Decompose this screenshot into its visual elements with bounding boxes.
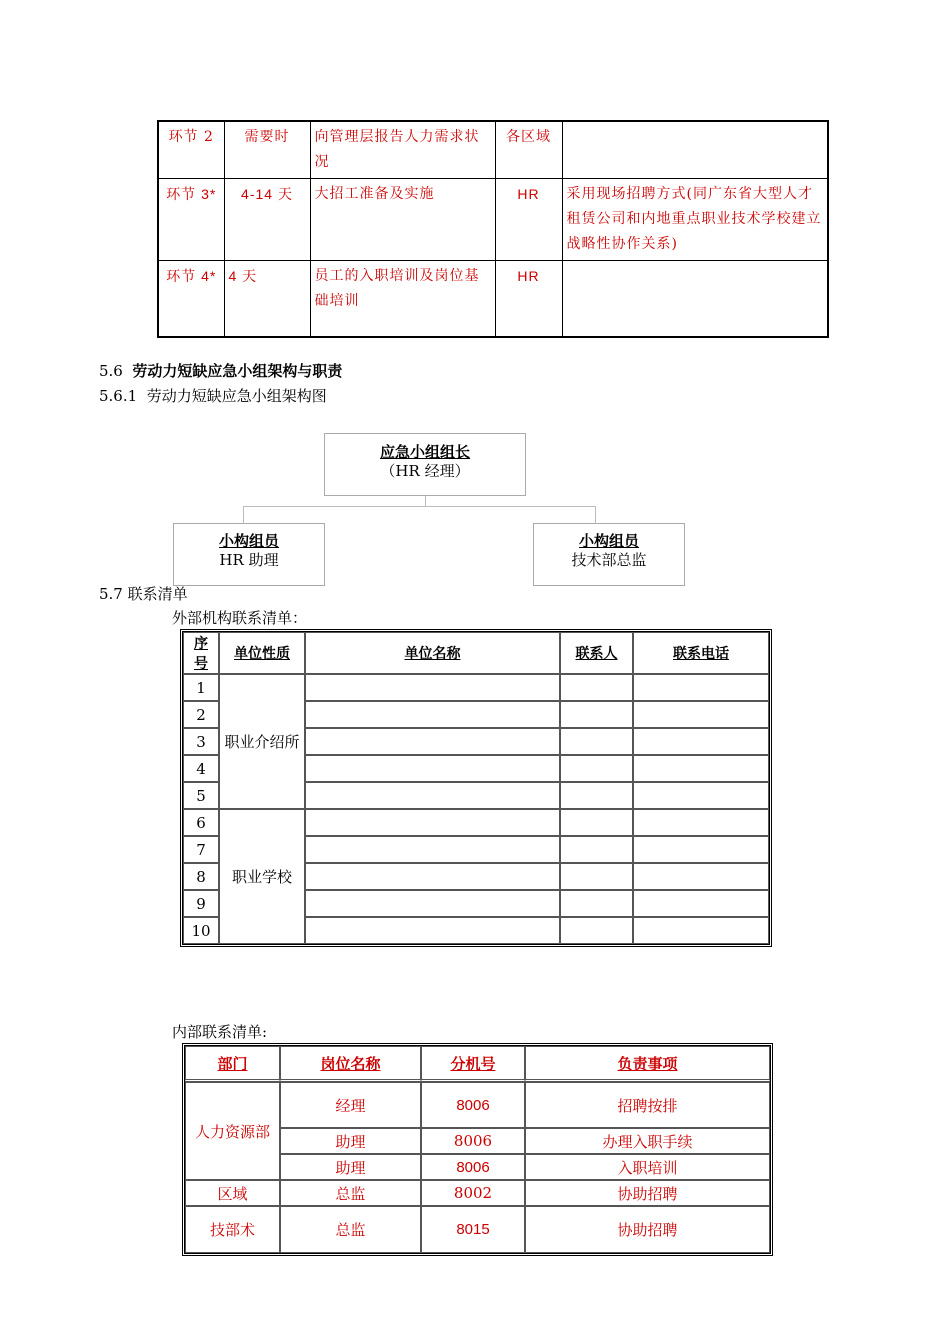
duty-cell: 办理入职手续 (525, 1128, 770, 1154)
connector-line (243, 506, 244, 523)
number-cell: 9 (183, 890, 219, 917)
header-cell: 序号 (183, 632, 219, 674)
task-cell: 向管理层报告人力需求状况 (310, 121, 495, 179)
dept-cell: 区域 (185, 1180, 280, 1206)
name-cell (305, 917, 560, 944)
name-cell (305, 809, 560, 836)
duty-cell: 协助招聘 (525, 1206, 770, 1253)
header-cell: 部门 (185, 1046, 280, 1082)
external-contacts-table (180, 629, 772, 947)
contact-cell (560, 836, 633, 863)
phone-cell (633, 674, 769, 701)
step-cell: 环节 3* (158, 179, 224, 261)
header-cell: 单位性质 (219, 632, 305, 674)
member-subtitle: HR 助理 (219, 551, 279, 569)
contact-cell (560, 890, 633, 917)
contact-cell (560, 809, 633, 836)
external-list-title: 外部机构联系清单： (172, 609, 308, 627)
phone-cell (633, 701, 769, 728)
number-cell: 10 (183, 917, 219, 944)
phone-cell (633, 755, 769, 782)
header-cell: 联系人 (560, 632, 633, 674)
ext-cell: 8006 (421, 1154, 525, 1180)
name-cell (305, 863, 560, 890)
number-cell: 1 (183, 674, 219, 701)
section-5-6-heading (99, 360, 342, 381)
header-cell: 岗位名称 (280, 1046, 421, 1082)
section-5-7-heading: 5.7 联系清单 (99, 585, 188, 603)
position-cell: 助理 (280, 1154, 421, 1180)
phone-cell (633, 782, 769, 809)
member-subtitle: 技术部总监 (571, 551, 647, 569)
name-cell (305, 728, 560, 755)
table-row (158, 179, 828, 261)
phone-cell (633, 863, 769, 890)
duty-cell: 入职培训 (525, 1154, 770, 1180)
process-table (157, 120, 829, 338)
duty-cell: 招聘按排 (525, 1082, 770, 1128)
position-cell: 总监 (280, 1180, 421, 1206)
type-cell: 职业介绍所 (219, 674, 305, 809)
number-cell: 5 (183, 782, 219, 809)
name-cell (305, 674, 560, 701)
note-cell (562, 261, 828, 337)
phone-cell (633, 728, 769, 755)
ext-cell: 8015 (421, 1206, 525, 1253)
ext-cell: 8006 (421, 1128, 525, 1154)
step-cell: 环节 2 (158, 121, 224, 179)
contact-cell (560, 863, 633, 890)
table-header-row (183, 632, 769, 674)
leader-title: 应急小组组长 (379, 443, 470, 461)
name-cell (305, 755, 560, 782)
position-cell: 总监 (280, 1206, 421, 1253)
member-title: 小构组员 (218, 532, 279, 550)
internal-contacts-table (182, 1043, 773, 1256)
contact-cell (560, 917, 633, 944)
table-row (183, 809, 769, 836)
contact-cell (560, 674, 633, 701)
table-row (185, 1206, 770, 1253)
task-cell: 员工的入职培训及岗位基础培训 (310, 261, 495, 337)
section-number: 5.6 (99, 362, 123, 380)
org-leader-box (324, 433, 526, 496)
internal-list-title: 内部联系清单: (172, 1023, 268, 1041)
note-cell (562, 121, 828, 179)
contact-cell (560, 728, 633, 755)
owner-cell: 各区域 (495, 121, 562, 179)
number-cell: 2 (183, 701, 219, 728)
owner-cell: HR (495, 261, 562, 337)
dept-cell: 技部术 (185, 1206, 280, 1253)
dept-cell: 人力资源部 (185, 1082, 280, 1180)
number-cell: 6 (183, 809, 219, 836)
number-cell: 8 (183, 863, 219, 890)
table-row (185, 1082, 770, 1128)
contact-cell (560, 701, 633, 728)
position-cell: 助理 (280, 1128, 421, 1154)
org-member-box (173, 523, 325, 586)
member-title: 小构组员 (578, 532, 639, 550)
name-cell (305, 701, 560, 728)
table-header-row (185, 1046, 770, 1082)
name-cell (305, 836, 560, 863)
contact-cell (560, 782, 633, 809)
table-row (185, 1180, 770, 1206)
section-title: 劳动力短缺应急小组架构与职责 (132, 362, 343, 380)
phone-cell (633, 890, 769, 917)
task-cell: 大招工准备及实施 (310, 179, 495, 261)
connector-line (595, 506, 596, 523)
position-cell: 经理 (280, 1082, 421, 1128)
leader-subtitle: （HR 经理） (380, 462, 470, 480)
duty-cell: 协助招聘 (525, 1180, 770, 1206)
header-cell: 分机号 (421, 1046, 525, 1082)
number-cell: 7 (183, 836, 219, 863)
ext-cell: 8002 (421, 1180, 525, 1206)
contact-cell (560, 755, 633, 782)
ext-cell: 8006 (421, 1082, 525, 1128)
connector-line (243, 506, 596, 507)
note-cell: 采用现场招聘方式(同广东省大型人才租赁公司和内地重点职业技术学校建立战略性协作关系) (562, 179, 828, 261)
number-cell: 3 (183, 728, 219, 755)
header-cell: 联系电话 (633, 632, 769, 674)
time-cell: 需要时 (224, 121, 310, 179)
phone-cell (633, 917, 769, 944)
time-cell: 4-14 天 (224, 179, 310, 261)
step-cell: 环节 4* (158, 261, 224, 337)
type-cell: 职业学校 (219, 809, 305, 944)
org-member-box (533, 523, 685, 586)
section-number: 5.6.1 (99, 387, 138, 405)
header-cell: 负责事项 (525, 1046, 770, 1082)
section-title: 劳动力短缺应急小组架构图 (146, 387, 327, 405)
phone-cell (633, 836, 769, 863)
table-row (158, 261, 828, 337)
name-cell (305, 890, 560, 917)
table-row (158, 121, 828, 179)
table-row (183, 674, 769, 701)
number-cell: 4 (183, 755, 219, 782)
section-5-6-1-heading (99, 385, 327, 406)
header-cell: 单位名称 (305, 632, 560, 674)
name-cell (305, 782, 560, 809)
owner-cell: HR (495, 179, 562, 261)
phone-cell (633, 809, 769, 836)
time-cell: 4 天 (224, 261, 310, 337)
